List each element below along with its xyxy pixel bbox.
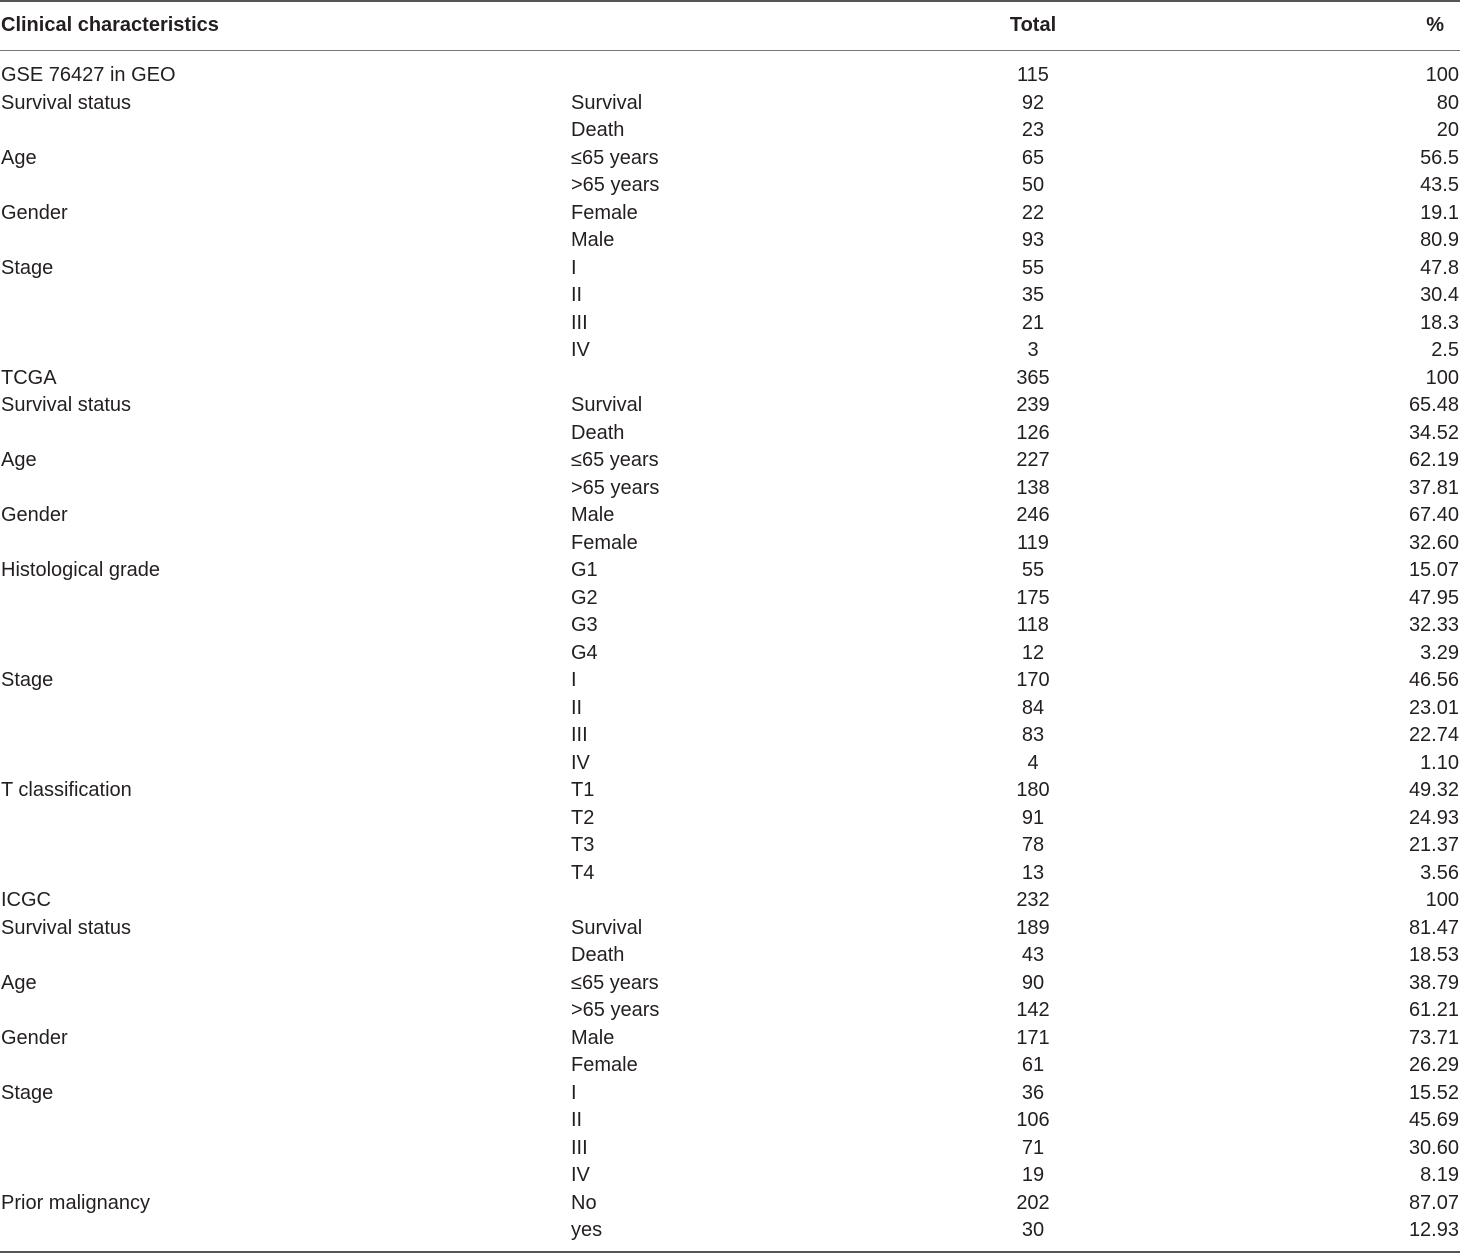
table-row [0, 860, 1460, 888]
cell-total: 22 [1021, 201, 1045, 224]
table-row [0, 832, 1460, 860]
cell-percent: 23.01 [1408, 696, 1459, 719]
table-row [0, 695, 1460, 723]
cell-characteristic: Gender [1, 504, 68, 526]
cell-percent: 15.07 [1408, 559, 1459, 581]
cell-total: 126 [1016, 421, 1050, 444]
cell-category: G3 [571, 614, 598, 636]
cell-characteristic: Survival status [1, 394, 132, 416]
cell-characteristic: Age [1, 449, 37, 471]
cell-category: >65 years [571, 476, 660, 499]
table-row [0, 722, 1460, 750]
table-row [0, 365, 1460, 393]
cell-characteristic: Survival status [1, 91, 132, 114]
cell-total: 71 [1021, 1136, 1045, 1159]
table-row [0, 1107, 1460, 1135]
cell-percent: 87.07 [1408, 1191, 1459, 1214]
cell-category: Male [571, 1026, 615, 1049]
cell-percent: 1.10 [1420, 751, 1459, 774]
cell-characteristic: T classification [1, 779, 132, 801]
table-row [0, 1217, 1460, 1245]
cell-total: 84 [1021, 696, 1045, 719]
cell-category: Male [571, 229, 615, 251]
cell-total: 93 [1021, 229, 1045, 251]
cell-total: 83 [1021, 724, 1045, 746]
cell-category: No [571, 1191, 597, 1214]
cell-characteristic: ICGC [1, 889, 51, 911]
table-row [0, 1190, 1460, 1218]
cell-total: 65 [1021, 146, 1045, 169]
table-body [0, 62, 1460, 1245]
table-row [0, 227, 1460, 255]
cell-category: Male [571, 504, 615, 526]
cell-category: Death [571, 421, 625, 444]
cell-percent: 26.29 [1408, 1054, 1459, 1076]
table-row [0, 750, 1460, 778]
cell-total: 227 [1016, 449, 1050, 471]
cell-total: 19 [1021, 1164, 1045, 1186]
cell-percent: 15.52 [1408, 1081, 1459, 1104]
table-row [0, 585, 1460, 613]
cell-total: 55 [1021, 256, 1045, 279]
cell-category: >65 years [571, 174, 660, 196]
table-row [0, 255, 1460, 283]
table-row [0, 777, 1460, 805]
table-row [0, 337, 1460, 365]
cell-percent: 43.5 [1420, 174, 1459, 196]
cell-total: 118 [1017, 614, 1049, 636]
cell-characteristic: Age [1, 146, 37, 169]
cell-percent: 19.1 [1420, 201, 1459, 224]
cell-total: 12 [1021, 641, 1045, 664]
cell-total: 55 [1021, 559, 1045, 581]
cell-percent: 30.4 [1420, 284, 1459, 306]
cell-total: 115 [1017, 64, 1049, 86]
cell-total: 90 [1021, 971, 1045, 994]
table-header-row [0, 0, 1460, 50]
cell-category: III [571, 1136, 588, 1159]
cell-total: 189 [1016, 916, 1050, 939]
cell-total: 43 [1021, 944, 1045, 966]
table-row [0, 557, 1460, 585]
cell-category: G1 [571, 559, 598, 581]
cell-total: 175 [1016, 586, 1050, 609]
table-row [0, 1052, 1460, 1080]
cell-percent: 18.53 [1408, 944, 1459, 966]
cell-characteristic: Stage [1, 669, 54, 691]
cell-category: IV [571, 339, 590, 361]
cell-total: 23 [1021, 119, 1045, 141]
cell-total: 61 [1021, 1054, 1045, 1076]
cell-total: 232 [1016, 889, 1050, 911]
table-row [0, 915, 1460, 943]
cell-category: T4 [571, 861, 595, 884]
cell-characteristic: Age [1, 971, 37, 994]
cell-category: T3 [571, 834, 595, 856]
cell-total: 13 [1021, 861, 1045, 884]
cell-percent: 12.93 [1408, 1219, 1459, 1241]
cell-category: Survival [571, 394, 643, 416]
cell-total: 21 [1021, 311, 1045, 334]
cell-percent: 24.93 [1408, 806, 1459, 829]
table-row [0, 997, 1460, 1025]
table-row [0, 530, 1460, 558]
table-row [0, 1162, 1460, 1190]
cell-total: 92 [1021, 91, 1045, 114]
cell-characteristic: Prior malignancy [1, 1191, 150, 1214]
cell-category: T2 [571, 806, 595, 829]
cell-total: 119 [1017, 531, 1049, 554]
table-row [0, 447, 1460, 475]
table-row [0, 612, 1460, 640]
cell-category: Death [571, 119, 625, 141]
cell-percent: 20 [1436, 119, 1459, 141]
cell-total: 3 [1027, 339, 1039, 361]
table-bottom-rule [0, 1251, 1460, 1253]
cell-category: II [571, 1109, 583, 1131]
cell-total: 35 [1021, 284, 1045, 306]
cell-percent: 3.29 [1420, 641, 1459, 664]
cell-total: 50 [1021, 174, 1045, 196]
table-row [0, 640, 1460, 668]
cell-total: 91 [1021, 806, 1045, 829]
cell-percent: 100 [1425, 889, 1459, 911]
cell-category: II [571, 696, 583, 719]
table-row [0, 502, 1460, 530]
header-clinical-characteristics: Clinical characteristics [1, 14, 219, 36]
header-total: Total [1009, 14, 1057, 36]
table-row [0, 145, 1460, 173]
cell-category: I [571, 1081, 577, 1104]
table-header-rule [0, 50, 1460, 51]
cell-percent: 21.37 [1408, 834, 1459, 856]
cell-total: 138 [1016, 476, 1050, 499]
cell-percent: 67.40 [1408, 504, 1459, 526]
cell-percent: 32.33 [1408, 614, 1459, 636]
table-row [0, 475, 1460, 503]
cell-percent: 46.56 [1408, 669, 1459, 691]
table-row [0, 172, 1460, 200]
cell-category: ≤65 years [571, 971, 659, 994]
cell-category: Female [571, 531, 638, 554]
cell-percent: 56.5 [1420, 146, 1459, 169]
table-row [0, 1080, 1460, 1108]
cell-category: Survival [571, 91, 643, 114]
cell-percent: 47.95 [1408, 586, 1459, 609]
cell-percent: 100 [1425, 366, 1459, 389]
cell-category: I [571, 669, 577, 691]
cell-percent: 37.81 [1408, 476, 1459, 499]
cell-category: >65 years [571, 999, 660, 1021]
cell-percent: 73.71 [1408, 1026, 1459, 1049]
cell-percent: 18.3 [1420, 311, 1459, 334]
cell-category: T1 [571, 779, 595, 801]
cell-characteristic: Gender [1, 1026, 68, 1049]
table-row [0, 62, 1460, 90]
cell-total: 142 [1016, 999, 1050, 1021]
cell-characteristic: TCGA [1, 366, 57, 389]
cell-percent: 100 [1425, 64, 1459, 86]
table-row [0, 1025, 1460, 1053]
cell-percent: 2.5 [1431, 339, 1459, 361]
cell-percent: 3.56 [1420, 861, 1459, 884]
cell-percent: 61.21 [1408, 999, 1459, 1021]
cell-percent: 32.60 [1408, 531, 1459, 554]
cell-category: Death [571, 944, 625, 966]
cell-percent: 81.47 [1408, 916, 1459, 939]
cell-total: 202 [1016, 1191, 1050, 1214]
cell-percent: 45.69 [1408, 1109, 1459, 1131]
table-row [0, 887, 1460, 915]
table-row [0, 667, 1460, 695]
cell-percent: 8.19 [1420, 1164, 1459, 1186]
cell-characteristic: Survival status [1, 916, 132, 939]
cell-total: 36 [1021, 1081, 1045, 1104]
cell-characteristic: Histological grade [1, 559, 160, 581]
table-row [0, 282, 1460, 310]
table-row [0, 1135, 1460, 1163]
cell-total: 78 [1021, 834, 1045, 856]
table-row [0, 805, 1460, 833]
cell-category: I [571, 256, 577, 279]
table-row [0, 200, 1460, 228]
cell-percent: 34.52 [1408, 421, 1459, 444]
cell-category: ≤65 years [571, 449, 659, 471]
table-row [0, 117, 1460, 145]
cell-category: IV [571, 1164, 590, 1186]
cell-category: Female [571, 201, 638, 224]
table-row [0, 942, 1460, 970]
table-row [0, 310, 1460, 338]
cell-characteristic: Gender [1, 201, 68, 224]
cell-category: Female [571, 1054, 638, 1076]
cell-percent: 62.19 [1408, 449, 1459, 471]
cell-category: III [571, 311, 588, 334]
table-row [0, 970, 1460, 998]
cell-total: 365 [1016, 366, 1050, 389]
cell-category: IV [571, 751, 590, 774]
cell-category: Survival [571, 916, 643, 939]
cell-characteristic: Stage [1, 1081, 54, 1104]
cell-percent: 80 [1436, 91, 1459, 114]
table-row [0, 420, 1460, 448]
table-row [0, 90, 1460, 118]
cell-percent: 22.74 [1408, 724, 1459, 746]
cell-total: 170 [1016, 669, 1050, 691]
cell-percent: 80.9 [1420, 229, 1459, 251]
cell-category: III [571, 724, 588, 746]
cell-total: 4 [1027, 751, 1039, 774]
cell-characteristic: GSE 76427 in GEO [1, 64, 176, 86]
cell-category: G2 [571, 586, 598, 609]
cell-total: 239 [1016, 394, 1050, 416]
cell-total: 106 [1016, 1109, 1050, 1131]
cell-percent: 30.60 [1408, 1136, 1459, 1159]
cell-percent: 65.48 [1408, 394, 1459, 416]
cell-total: 30 [1021, 1219, 1045, 1241]
cell-total: 246 [1016, 504, 1050, 526]
cell-total: 171 [1016, 1026, 1050, 1049]
cell-percent: 49.32 [1408, 779, 1459, 801]
cell-category: G4 [571, 641, 598, 664]
cell-category: ≤65 years [571, 146, 659, 169]
cell-total: 180 [1016, 779, 1050, 801]
cell-percent: 38.79 [1408, 971, 1459, 994]
cell-category: yes [571, 1219, 603, 1241]
cell-percent: 47.8 [1420, 256, 1459, 279]
table-row [0, 392, 1460, 420]
cell-characteristic: Stage [1, 256, 54, 279]
header-percent: % [1426, 14, 1444, 36]
cell-category: II [571, 284, 583, 306]
